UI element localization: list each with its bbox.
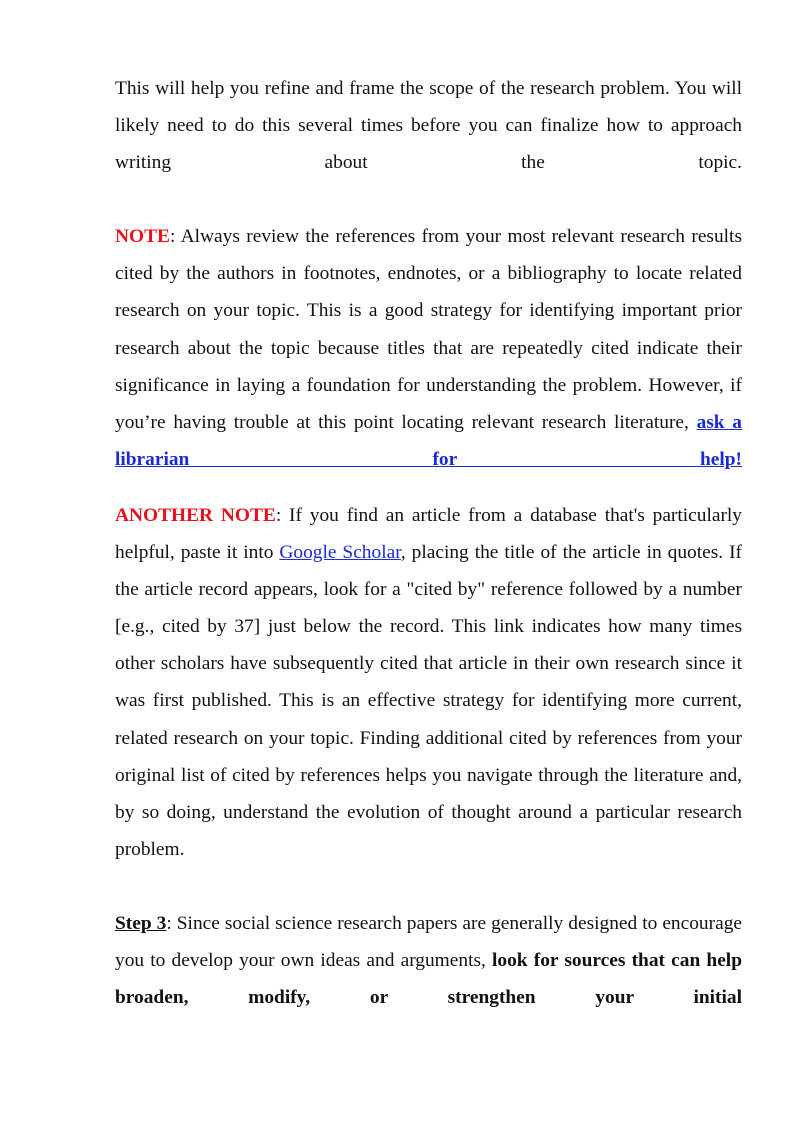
- paragraph-step-3: [115, 905, 742, 1016]
- paragraph-note: [115, 218, 742, 478]
- google-scholar-link[interactable]: Google Scholar: [279, 542, 401, 564]
- note-text: : Always review the references from your most relevant research results cited by the authors in footnotes, endnotes, or a bibliography to locate related research on your topic. This is a good strategy for identifying important prior research about the topic because titles that are repeatedly cited indicate their significance in laying a foundation for understanding the problem. However, if you’re having trouble at this point locating relevant research literature,: [115, 226, 742, 433]
- document-page: [115, 70, 742, 1016]
- another-note-text-before: : If you find an article from a database that's particularly helpful, paste it into: [115, 504, 743, 564]
- ask-librarian-link[interactable]: ask a librarian for help!: [115, 411, 742, 470]
- another-note-text-after: , placing the title of the article in quotes. If the article record appears, look for a "cited by" reference followed by a number [e.g., cited by 37] just below the record. This link indicates how many times other scholars have subsequently cited that article in their own research since it was first published. This is an effective strategy for identifying more current, related research on your topic. Finding additional cited by references from your original list of cited by references helps you navigate through the literature and, by so doing, understand the evolution of thought around a particular research problem.: [115, 542, 742, 860]
- another-note-label: ANOTHER NOTE: [115, 504, 276, 526]
- step-3-label: Step 3: [115, 912, 167, 934]
- note-label: NOTE: [115, 226, 170, 248]
- paragraph-another-note: [115, 497, 742, 868]
- paragraph-scope-text: This will help you refine and frame the scope of the research problem. You will likely need to do this several times before you can finalize how to approach writing about the topic.: [115, 78, 742, 174]
- paragraph-scope: [115, 70, 742, 181]
- step-3-bold-text: look for sources that can help broaden, modify, or strengthen your initial: [115, 949, 742, 1009]
- step-3-text: : Since social science research papers are generally designed to encourage you to develop your own ideas and arguments,: [115, 912, 742, 971]
